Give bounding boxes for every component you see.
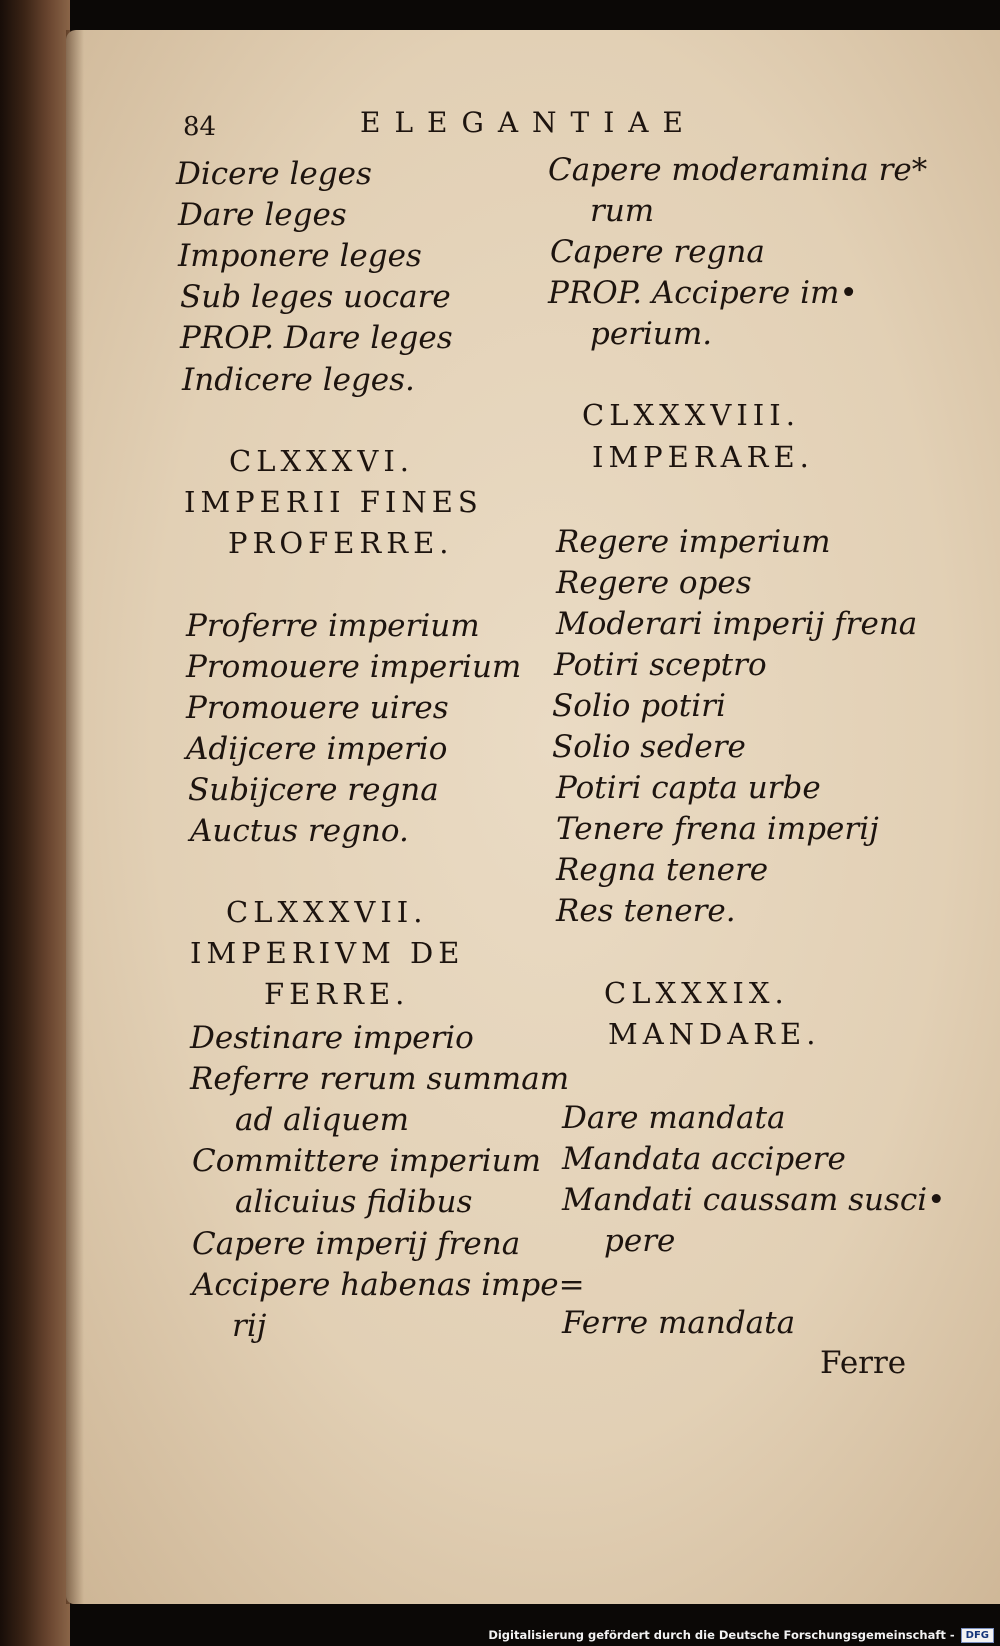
right-line: Tenere frena imperij (556, 811, 879, 847)
right-line: Regere opes (556, 565, 752, 601)
book-spine (0, 0, 70, 1646)
left-line: ad aliquem (235, 1102, 410, 1138)
right-line: Capere moderamina re* (548, 152, 928, 188)
left-line: rij (232, 1308, 267, 1344)
right-line: Ferre mandata (562, 1305, 796, 1341)
right-line: Mandata accipere (562, 1141, 846, 1177)
left-line: Subijcere regna (188, 772, 439, 808)
right-line: Potiri sceptro (554, 647, 767, 683)
left-line: Destinare imperio (190, 1020, 474, 1056)
left-line: Dare leges (178, 197, 347, 233)
section-title: IMPERII FINES (184, 485, 483, 519)
left-line: Committere imperium (192, 1143, 541, 1179)
section-title: PROFERRE. (228, 526, 454, 560)
section-number: CLXXXIX. (604, 976, 789, 1010)
section-number: CLXXXVIII. (582, 398, 800, 432)
left-line: Dicere leges (176, 156, 372, 192)
left-line: alicuius fidibus (235, 1184, 473, 1220)
right-line: Moderari imperij frena (556, 606, 918, 642)
right-line: rum (590, 193, 655, 229)
catchword: Ferre (820, 1345, 907, 1381)
running-head: ELEGANTIAE (360, 106, 697, 139)
right-line: Solio sedere (552, 729, 746, 765)
left-line: Capere imperij frena (192, 1226, 521, 1262)
right-line: Res tenere. (556, 893, 736, 929)
left-line: Promouere imperium (186, 649, 522, 685)
right-line: Regna tenere (556, 852, 769, 888)
left-line: Adijcere imperio (186, 731, 448, 767)
left-line: Referre rerum summam (190, 1061, 570, 1097)
right-line: Potiri capta urbe (556, 770, 821, 806)
right-line: Regere imperium (556, 524, 831, 560)
right-line: Solio potiri (552, 688, 726, 724)
section-number: CLXXXVI. (229, 444, 414, 478)
page-number: 84 (183, 112, 217, 142)
right-line: Mandati caussam susci• (562, 1182, 946, 1218)
right-line: Dare mandata (562, 1100, 786, 1136)
left-line: Proferre imperium (186, 608, 480, 644)
right-line: PROP. Accipere im• (548, 275, 858, 311)
section-title: MANDARE. (608, 1017, 821, 1051)
section-title: FERRE. (264, 977, 410, 1011)
credit-text: Digitalisierung gefördert durch die Deutsche Forschungsgemeinschaft - (488, 1628, 955, 1642)
right-line: Capere regna (550, 234, 765, 270)
left-line: Auctus regno. (190, 813, 409, 849)
left-line: Accipere habenas impe= (192, 1267, 585, 1303)
left-line: PROP. Dare leges (180, 320, 453, 356)
section-title: IMPERARE. (592, 440, 814, 474)
left-line: Sub leges uocare (180, 279, 451, 315)
left-line: Promouere uires (186, 690, 449, 726)
right-line: pere (604, 1223, 676, 1259)
left-line: Indicere leges. (182, 362, 415, 398)
dfg-logo: DFG (961, 1628, 994, 1643)
right-line: perium. (590, 316, 713, 352)
page-gutter-shadow (66, 30, 84, 1604)
section-number: CLXXXVII. (226, 895, 428, 929)
left-line: Imponere leges (178, 238, 422, 274)
digitization-credit (488, 1624, 994, 1646)
section-title: IMPERIVM DE (190, 936, 465, 970)
